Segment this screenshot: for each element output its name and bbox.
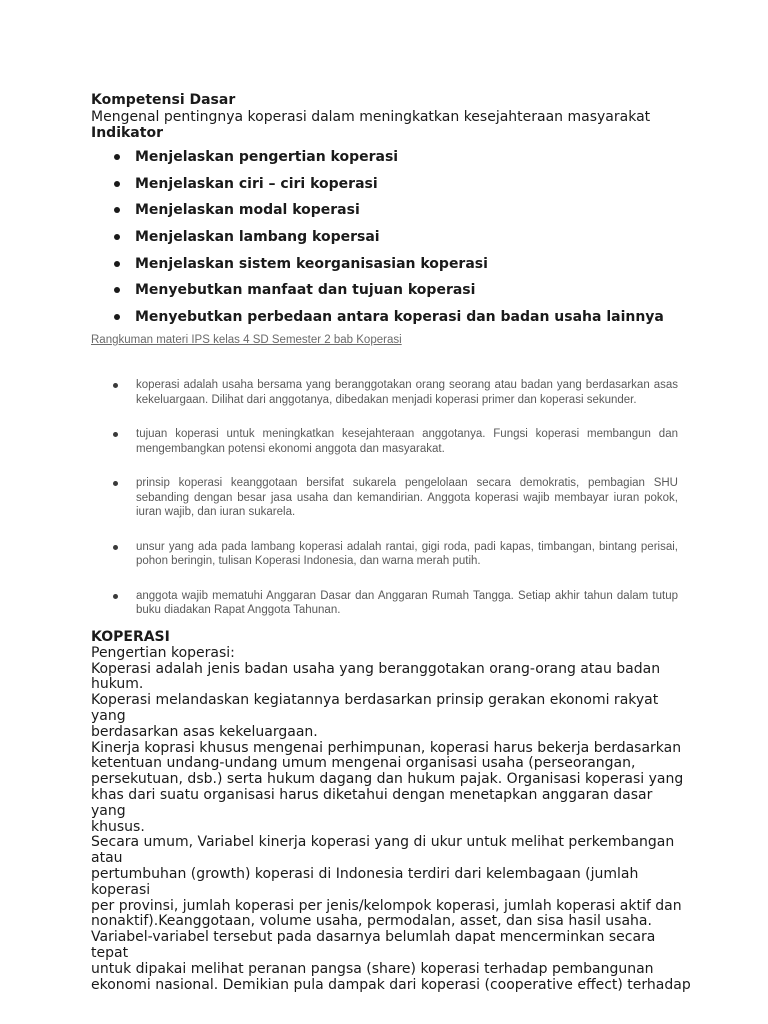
bullet-icon <box>113 481 118 486</box>
summary-text: prinsip koperasi keanggotaan bersifat sukarela pengelolaan secara demokratis, pembagian SHU sebanding dengan besar jasa usaha dan kemandirian. Anggota koperasi wajib membayar iuran pokok, iuran wajib, dan iuran sukarela. <box>136 477 678 518</box>
bullet-icon <box>113 594 118 599</box>
article-line: untuk dipakai melihat peranan pangsa (share) koperasi terhadap pembangunan <box>91 960 654 977</box>
indicator-item <box>110 175 710 202</box>
article-body <box>91 630 691 993</box>
article-line: ekonomi nasional. Demikian pula dampak dari koperasi (cooperative effect) terhadap <box>91 976 691 993</box>
indicator-text: Menjelaskan sistem keorganisasian koperasi <box>135 255 488 272</box>
summary-text: tujuan koperasi untuk meningkatkan kesejahteraan anggotanya. Fungsi koperasi membangun dan mengembangkan potensi ekonomi anggota dan masyarakat. <box>136 428 678 455</box>
indicator-list <box>110 148 710 335</box>
article-line: pertumbuhan (growth) koperasi di Indonesia terdiri dari kelembagaan (jumlah koperasi <box>91 865 639 898</box>
bullet-icon <box>114 261 120 267</box>
article-line: Koperasi melandaskan kegiatannya berdasarkan prinsip gerakan ekonomi rakyat yang <box>91 692 659 724</box>
competency-title: Kompetensi Dasar <box>91 92 236 108</box>
indicator-text: Menyebutkan perbedaan antara koperasi dan badan usaha lainnya <box>135 309 664 326</box>
bullet-icon <box>114 314 120 320</box>
article-line: persekutuan, dsb.) serta hukum dagang dan hukum pajak. Organisasi koperasi yang <box>91 771 684 788</box>
article-line: khusus. <box>91 818 145 835</box>
article-title: KOPERASI <box>91 629 170 645</box>
article-line: Variabel-variabel tersebut pada dasarnya belumlah dapat mencerminkan secara tepat <box>91 929 656 961</box>
summary-item <box>110 427 678 456</box>
indicator-item <box>110 281 710 308</box>
bullet-icon <box>113 432 118 437</box>
bullet-icon <box>114 207 120 213</box>
indicator-item <box>110 255 710 282</box>
article-line: Kinerja koprasi khusus mengenai perhimpunan, koperasi harus bekerja berdasarkan <box>91 739 682 756</box>
article-line: nonaktif).Keanggotaan, volume usaha, permodalan, asset, dan sisa hasil usaha. <box>91 913 652 930</box>
indicator-item <box>110 201 710 228</box>
indicator-item <box>110 148 710 175</box>
summary-item <box>110 378 678 407</box>
article-line: berdasarkan asas kekeluargaan. <box>91 723 318 740</box>
summary-item <box>110 540 678 569</box>
bullet-icon <box>114 234 120 240</box>
competency-header <box>91 92 731 142</box>
article-line: Secara umum, Variabel kinerja koperasi yang di ukur untuk melihat perkembangan atau <box>91 834 675 867</box>
indicator-text: Menyebutkan manfaat dan tujuan koperasi <box>135 282 476 299</box>
indicator-item <box>110 308 710 335</box>
bullet-icon <box>113 545 118 550</box>
summary-text: koperasi adalah usaha bersama yang beranggotakan orang seorang atau badan yang berdasarkan asas kekeluargaan. Dilihat dari anggotanya, dibedakan menjadi koperasi primer dan koperasi sekunder. <box>136 379 678 406</box>
bullet-icon <box>114 287 120 293</box>
indicator-text: Menjelaskan lambang kopersai <box>135 229 380 246</box>
bullet-icon <box>113 383 118 388</box>
article-line: Pengertian koperasi: <box>91 644 235 661</box>
article-line: ketentuan undang-undang umum mengenai organisasi usaha (perseorangan, <box>91 755 636 772</box>
article-line: Koperasi adalah jenis badan usaha yang beranggotakan orang-orang atau badan <box>91 660 661 677</box>
indicator-item <box>110 228 710 255</box>
article-line: per provinsi, jumlah koperasi per jenis/kelompok koperasi, jumlah koperasi aktif dan <box>91 897 682 914</box>
bullet-icon <box>114 181 120 187</box>
article-line: khas dari suatu organisasi harus diketahui dengan menetapkan anggaran dasar yang <box>91 786 653 819</box>
summary-item <box>110 476 678 520</box>
indicator-text: Menjelaskan ciri – ciri koperasi <box>135 175 378 192</box>
source-link[interactable]: Rangkuman materi IPS kelas 4 SD Semester 2 bab Koperasi <box>91 334 402 346</box>
bullet-icon <box>114 154 120 160</box>
article-line: hukum. <box>91 676 144 693</box>
indicator-text: Menjelaskan modal koperasi <box>135 202 360 219</box>
summary-text: anggota wajib mematuhi Anggaran Dasar dan Anggaran Rumah Tangga. Setiap akhir tahun dalam tutup buku diadakan Rapat Anggota Tahunan. <box>136 589 678 616</box>
indicator-label: Indikator <box>91 125 163 141</box>
summary-text: unsur yang ada pada lambang koperasi adalah rantai, gigi roda, padi kapas, timbangan, bintang perisai, pohon beringin, tulisan Koperasi Indonesia, dan warna merah putih. <box>136 540 678 567</box>
indicator-text: Menjelaskan pengertian koperasi <box>135 149 399 165</box>
summary-item <box>110 589 678 618</box>
competency-description: Mengenal pentingnya koperasi dalam meningkatkan kesejahteraan masyarakat <box>91 108 651 125</box>
summary-list <box>110 378 678 618</box>
